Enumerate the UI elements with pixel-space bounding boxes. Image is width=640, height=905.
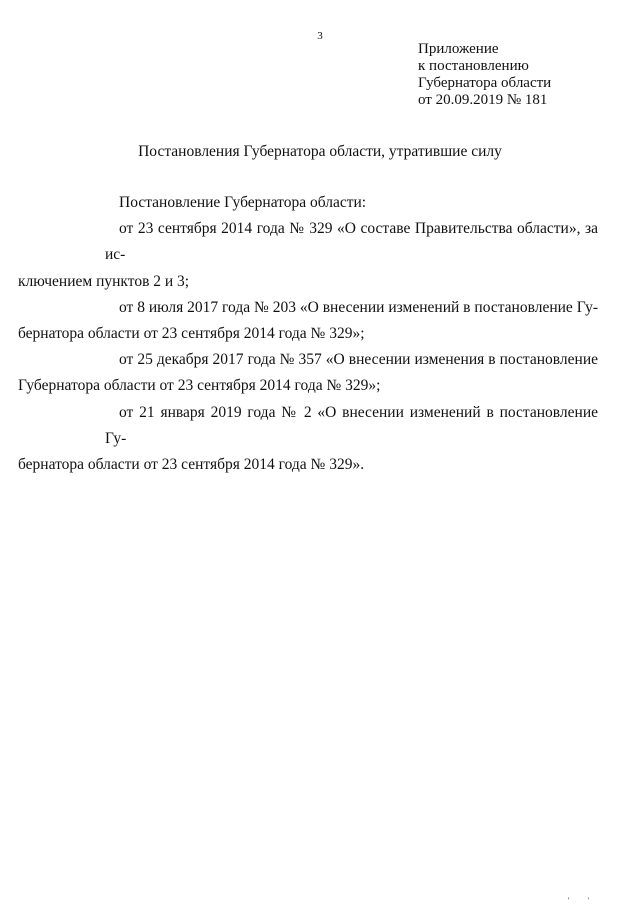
appendix-header-line-1: Приложение xyxy=(418,41,499,57)
document-body xyxy=(18,190,598,478)
resolution-item-3-line-1: от 25 декабря 2017 года № 357 «О внесении изменения в постановление xyxy=(119,351,598,369)
resolution-item-4-line-1: от 21 января 2019 года № 2 «О внесении изменений в постановление Гу- xyxy=(105,403,598,447)
resolution-item-1-line-1: от 23 сентября 2014 года № 329 «О составе Правительства области», за ис- xyxy=(105,220,598,264)
appendix-header-line-4: от 20.09.2019 № 181 xyxy=(418,92,548,108)
scan-corner-mark: ' ' xyxy=(568,896,597,905)
intro-paragraph: Постановление Губернатора области: xyxy=(119,194,367,211)
appendix-header-line-3: Губернатора области xyxy=(418,75,552,91)
page-number: 3 xyxy=(317,30,323,42)
resolution-item-2-line-1: от 8 июля 2017 года № 203 «О внесении изменений в постановление Гу- xyxy=(119,298,598,316)
resolution-item-4-line-2: бернатора области от 23 сентября 2014 года № 329». xyxy=(18,456,365,474)
appendix-header-line-2: к постановлению xyxy=(418,58,529,74)
resolution-item-3-line-2: Губернатора области от 23 сентября 2014 года № 329»; xyxy=(18,377,381,395)
resolution-item-2-line-2: бернатора области от 23 сентября 2014 года № 329»; xyxy=(18,325,365,343)
resolution-item-1-line-2: ключением пунктов 2 и 3; xyxy=(18,272,190,290)
document-title: Постановления Губернатора области, утратившие силу xyxy=(138,143,502,160)
appendix-header xyxy=(418,41,551,109)
